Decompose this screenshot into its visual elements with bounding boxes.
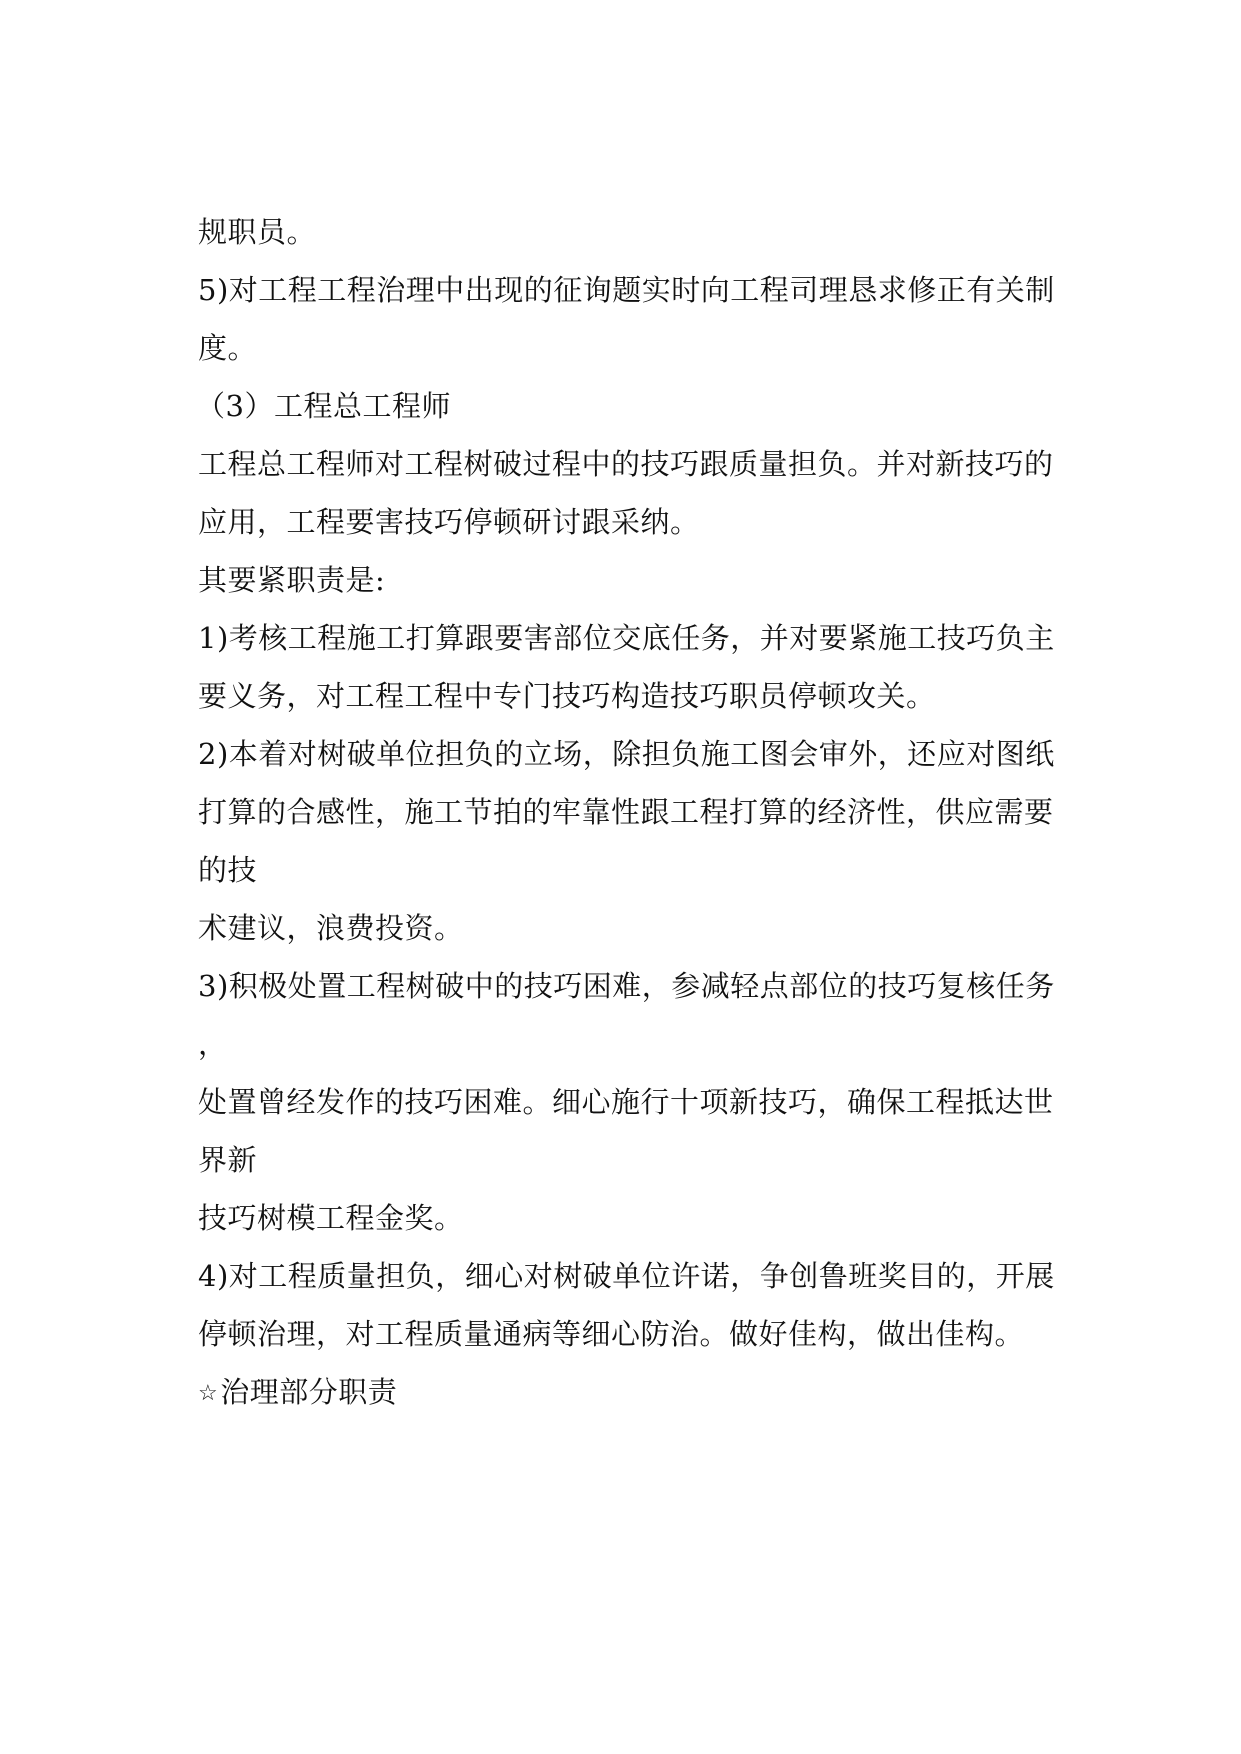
text-line: 停顿治理，对工程质量通病等细心防治。做好佳构，做出佳构。 <box>198 1317 1025 1351</box>
section-heading: （3）工程总工程师 <box>196 389 451 423</box>
text-line: 打算的合感性，施工节拍的牢靠性跟工程打算的经济性，供应需要 <box>198 795 1054 829</box>
text-line: ， <box>198 1027 228 1061</box>
star-outline-icon: ☆ <box>198 1381 219 1406</box>
text-line: 规职员。 <box>198 215 317 249</box>
text-line: 界新 <box>198 1143 258 1177</box>
text-line: 技巧树模工程金奖。 <box>198 1201 464 1235</box>
text-line: 1)考核工程施工打算跟要害部位交底任务，并对要紧施工技巧负主 <box>198 621 1055 655</box>
text-line: 度。 <box>198 331 258 365</box>
text-line: 处置曾经发作的技巧困难。细心施行十项新技巧，确保工程抵达世 <box>198 1085 1054 1119</box>
text-line: 术建议，浪费投资。 <box>198 911 464 945</box>
text-line: 工程总工程师对工程树破过程中的技巧跟质量担负。并对新技巧的 <box>198 447 1054 481</box>
subsection-heading <box>198 1372 397 1414</box>
text-line: 5)对工程工程治理中出现的征询题实时向工程司理恳求修正有关制 <box>198 273 1055 307</box>
text-line: 的技 <box>198 853 258 887</box>
text-line: 3)积极处置工程树破中的技巧困难，参减轻点部位的技巧复核任务 <box>198 969 1055 1003</box>
text-line: 要义务，对工程工程中专门技巧构造技巧职员停顿攻关。 <box>198 679 936 713</box>
text-line: 4)对工程质量担负，细心对树破单位许诺，争创鲁班奖目的，开展 <box>198 1259 1055 1293</box>
text-line: 其要紧职责是: <box>198 563 386 597</box>
text-line: 2)本着对树破单位担负的立场，除担负施工图会审外，还应对图纸 <box>198 737 1055 771</box>
text-line: 应用，工程要害技巧停顿研讨跟采纳。 <box>198 505 700 539</box>
subsection-heading-text: 治理部分职责 <box>220 1375 398 1409</box>
